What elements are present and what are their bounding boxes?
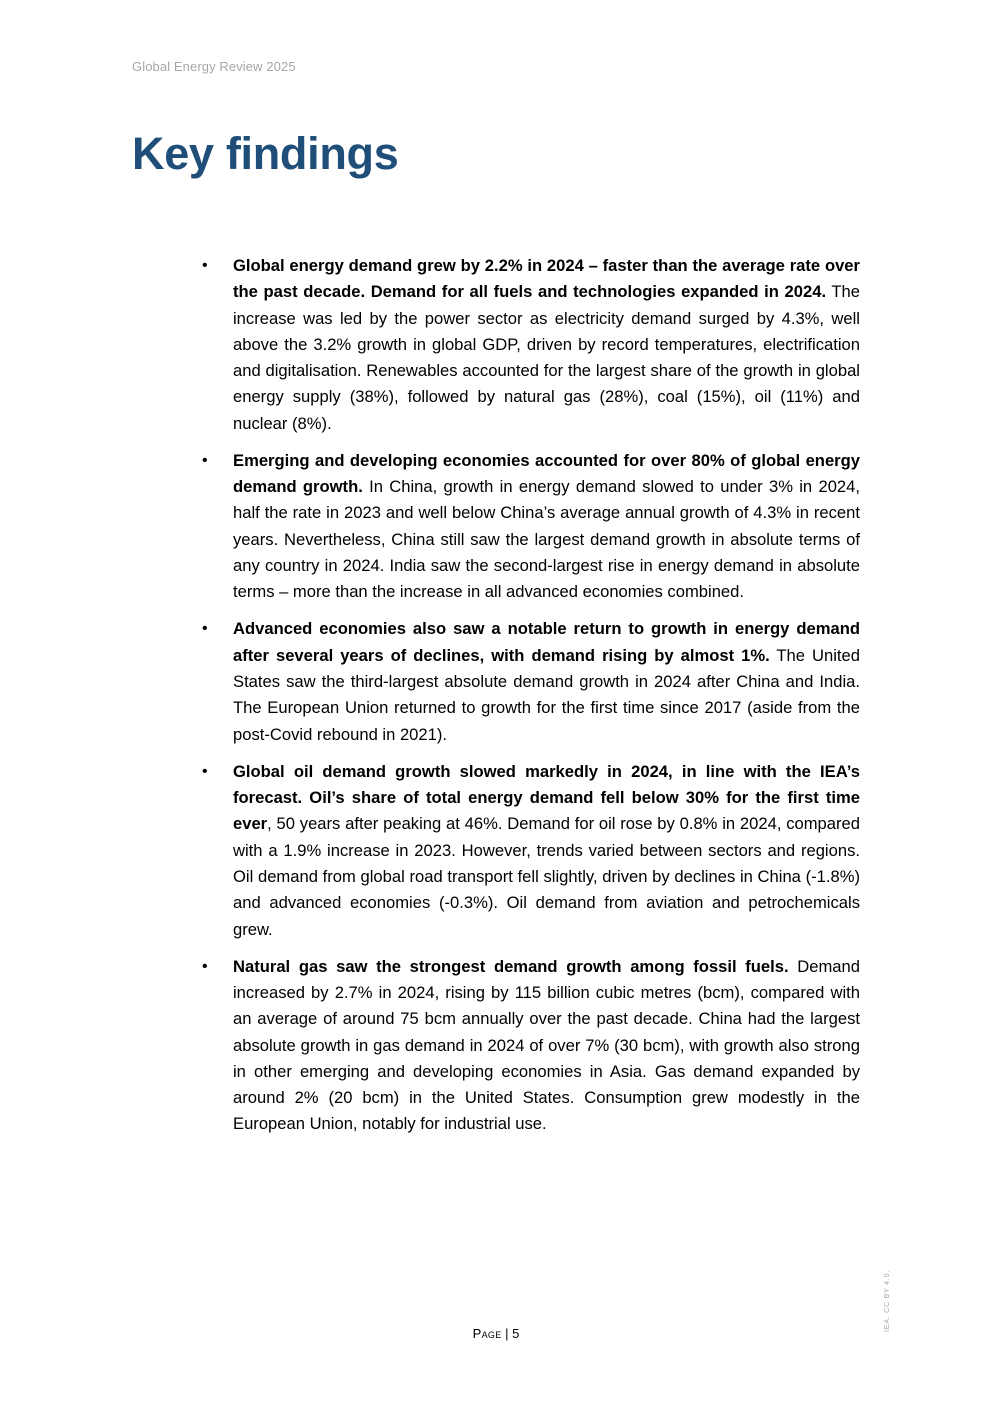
- finding-lead: Global oil demand growth slowed markedly in 2024, in line with the IEA’s forecast. Oil’s share of total energy demand fell below 30% for the first time ever: [233, 761, 860, 834]
- page-separator: |: [501, 1326, 513, 1341]
- finding-body: In China, growth in energy demand slowed to under 3% in 2024, half the rate in 2023 and well below China’s average annual growth of 4.3% in recent years. Nevertheless, China still saw the largest demand growth in absolute terms of any country in 2024. India saw the second-largest rise in energy demand in absolute terms – more than the increase in all advanced economies combined.: [233, 477, 860, 602]
- finding-body: , 50 years after peaking at 46%. Demand for oil rose by 0.8% in 2024, compared with a 1.9% increase in 2023. However, trends varied between sectors and regions. Oil demand from global road transport fell slightly, driven by declines in China (-1.8%) and advanced economies (-0.3%). Oil demand from aviation and petrochemicals grew.: [233, 814, 860, 939]
- bullet-icon: •: [202, 257, 208, 274]
- finding-lead: Advanced economies also saw a notable return to growth in energy demand after several years of declines, with demand rising by almost 1%.: [233, 619, 860, 665]
- finding-body: Demand increased by 2.7% in 2024, rising by 115 billion cubic metres (bcm), compared with an average of around 75 bcm annually over the past decade. China had the largest absolute growth in gas demand in 2024 of over 7% (30 bcm), with growth also strong in other emerging and developing economies in Asia. Gas demand expanded by around 2% (20 bcm) in the United States. Consumption grew modestly in the European Union, notably for industrial use.: [233, 956, 860, 1134]
- finding-lead: Natural gas saw the strongest demand growth among fossil fuels.: [233, 956, 789, 976]
- finding-item-4: [202, 759, 860, 943]
- page-footer: [0, 1326, 992, 1341]
- finding-item-1: [202, 253, 861, 437]
- finding-body: The United States saw the third-largest absolute demand growth in 2024 after China and India. The European Union returned to growth for the first time since 2017 (aside from the post-Covid rebound in 2021).: [233, 645, 860, 744]
- bullet-icon: •: [202, 957, 208, 975]
- page-title: Key findings: [132, 128, 399, 179]
- bullet-icon: •: [202, 620, 208, 638]
- page-label: Page: [472, 1326, 502, 1341]
- bullet-icon: •: [202, 762, 208, 780]
- license-notice: IEA. CC BY 4.0.: [884, 1269, 891, 1332]
- finding-lead: Global energy demand grew by 2.2% in 2024 – faster than the average rate over the past decade. Demand for all fuels and technologies expanded in 2024.: [233, 256, 860, 302]
- finding-item-5: [202, 954, 860, 1138]
- key-findings-list: [202, 253, 861, 1148]
- page-number: 5: [512, 1326, 520, 1341]
- running-header: Global Energy Review 2025: [132, 59, 296, 74]
- finding-lead: Emerging and developing economies accounted for over 80% of global energy demand growth.: [233, 450, 860, 497]
- finding-body: The increase was led by the power sector as electricity demand surged by 4.3%, well above the 3.2% growth in global GDP, driven by record temperatures, electrification and digitalisation. Renewables accounted for the largest share of the growth in global energy supply (38%), followed by natural gas (28%), coal (15%), oil (11%) and nuclear (8%).: [233, 282, 861, 433]
- finding-item-2: [202, 448, 860, 606]
- bullet-icon: •: [202, 451, 208, 469]
- finding-item-3: [202, 616, 860, 747]
